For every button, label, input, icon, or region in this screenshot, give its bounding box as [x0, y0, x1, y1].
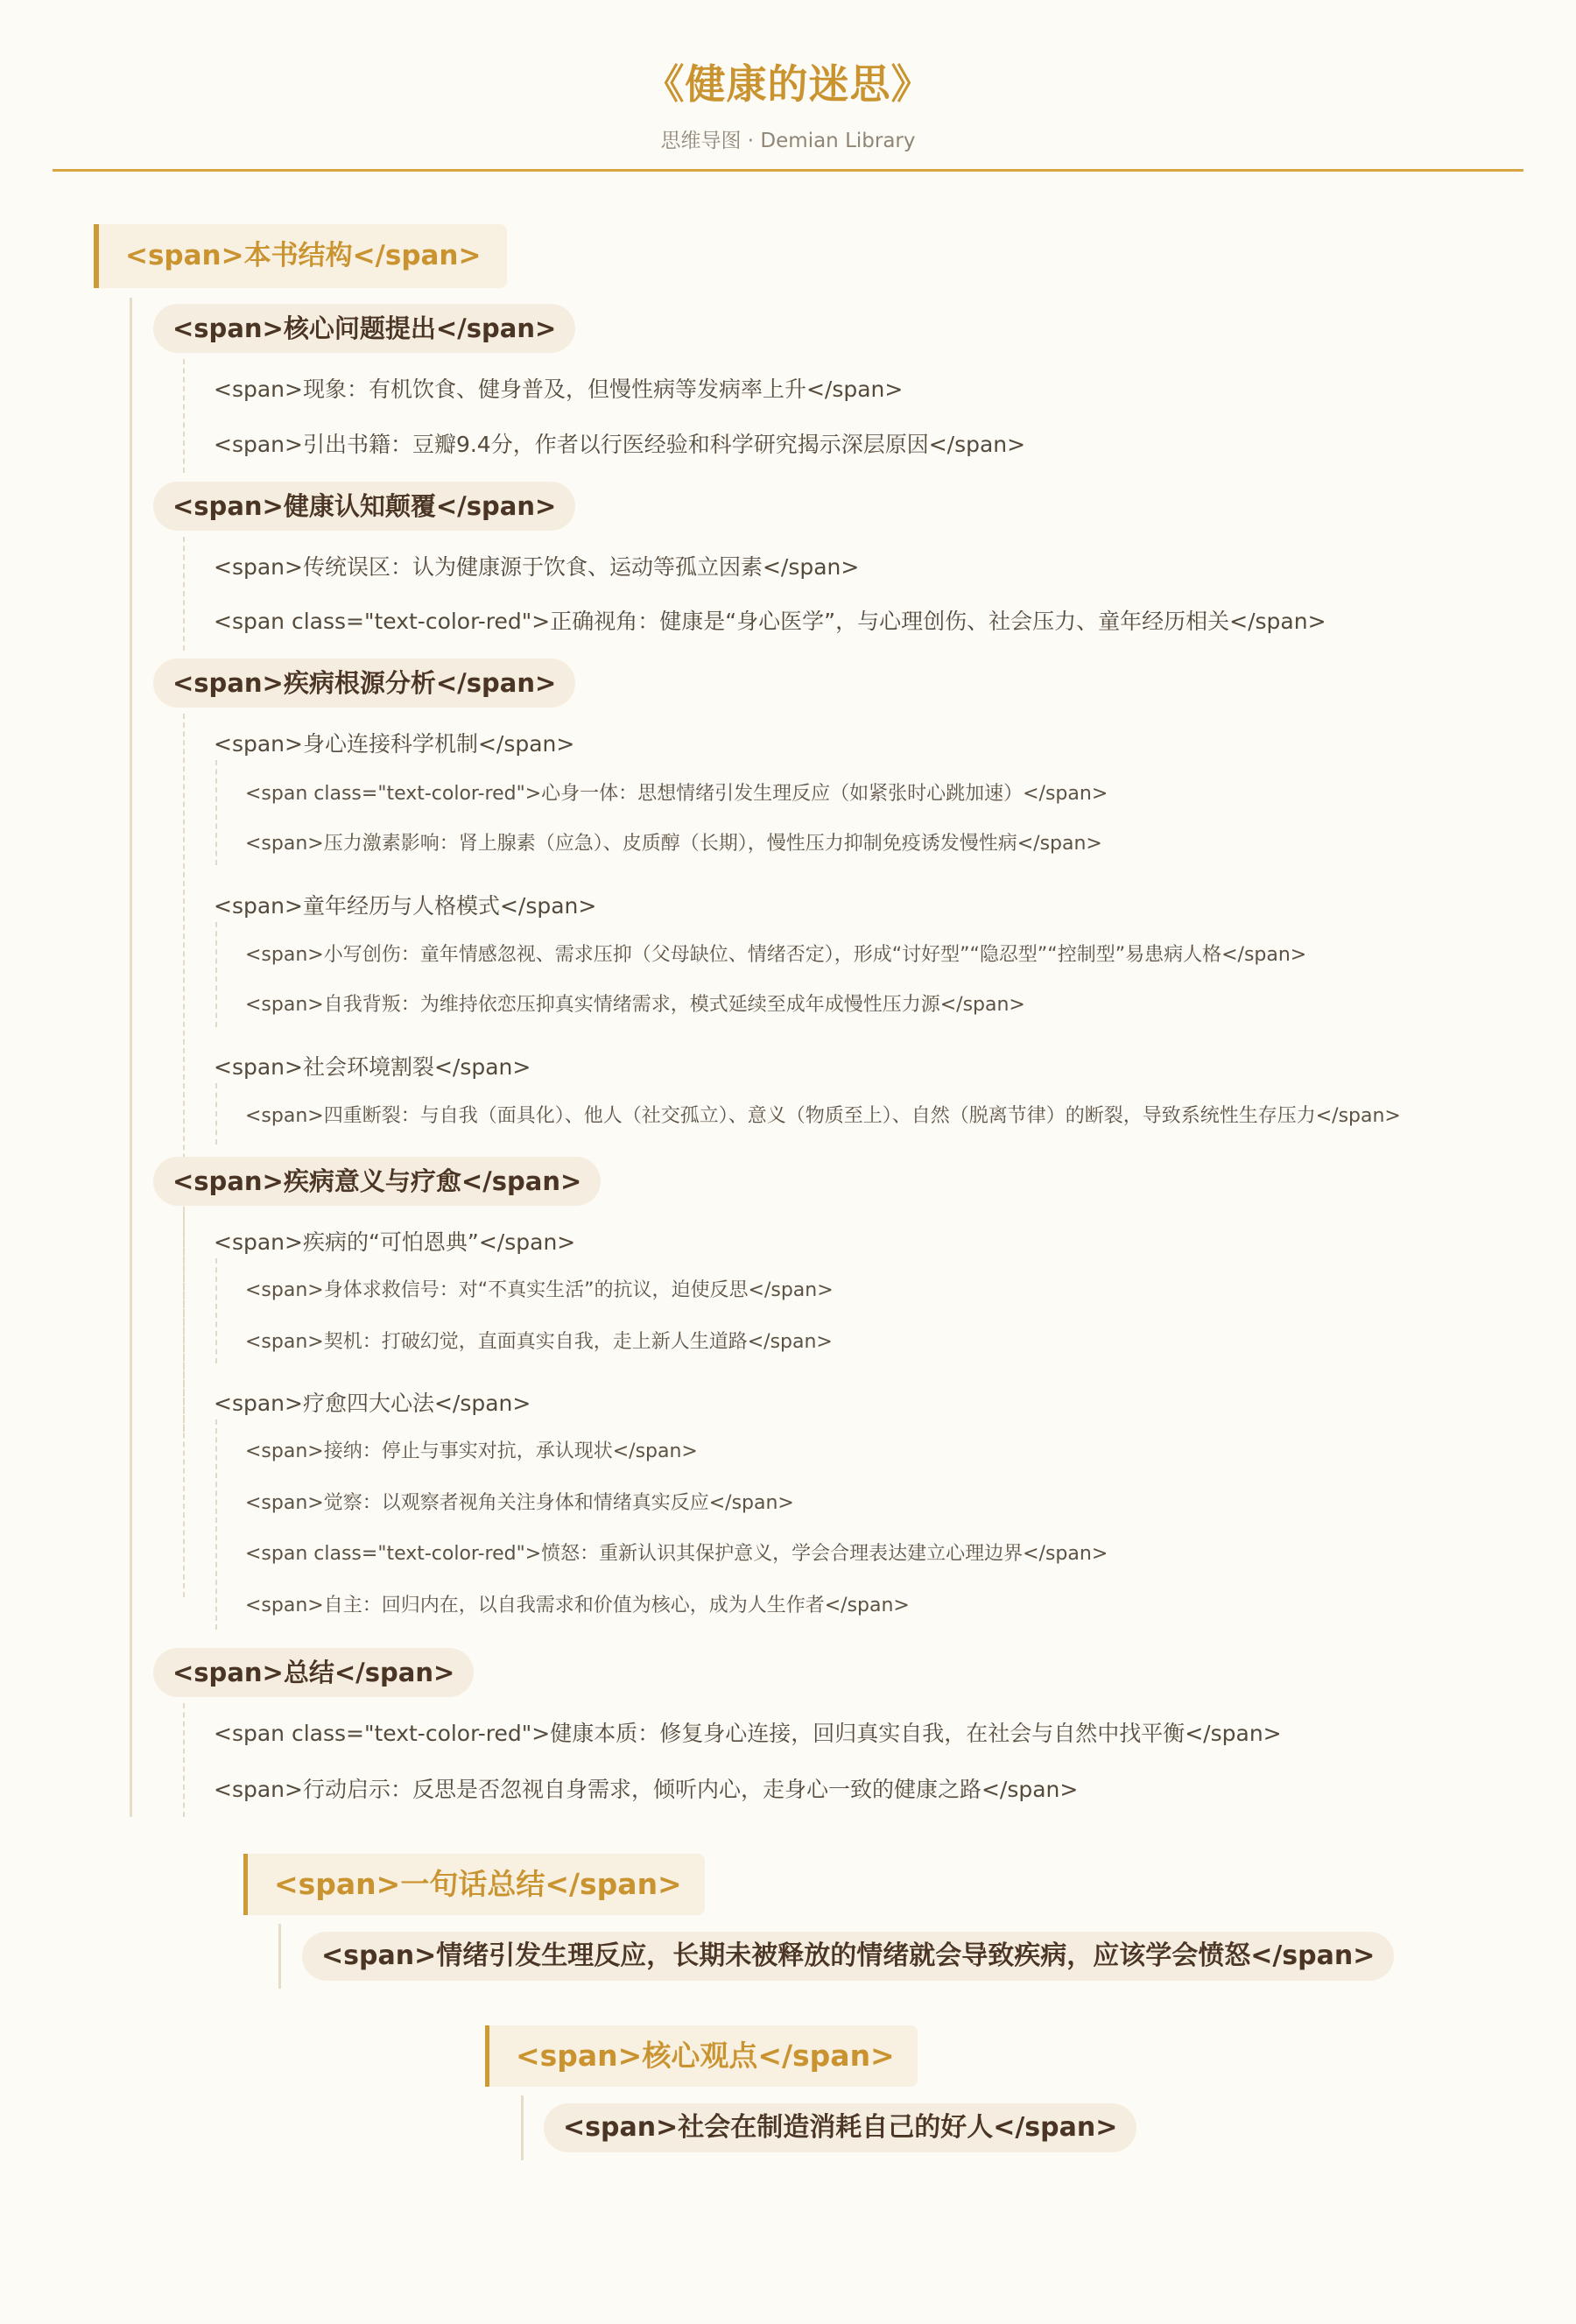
branch-line	[521, 2095, 524, 2160]
list-item: <span>引出书籍：豆瓣9.4分，作者以行医经验和科学研究揭示深层原因</span>	[214, 432, 1026, 457]
branch-line	[183, 1212, 185, 1597]
page-header	[0, 0, 1576, 153]
list-item: <span>压力激素影响：肾上腺素（应急）、皮质醇（长期），慢性压力抑制免疫诱发慢性病</span>	[245, 833, 1102, 855]
branch-line	[215, 922, 217, 1027]
list-item: <span>现象：有机饮食、健身普及，但慢性病等发病率上升</span>	[214, 377, 904, 402]
list-item: <span>社会环境割裂</span>	[214, 1054, 531, 1080]
one-sentence-summary-text: <span>情绪引发生理反应，长期未被释放的情绪就会导致疾病，应该学会愤怒</span>	[302, 1932, 1394, 1981]
list-item: <span>传统误区：认为健康源于饮食、运动等孤立因素</span>	[214, 554, 860, 580]
list-item: <span>疗愈四大心法</span>	[214, 1391, 531, 1416]
list-item: <span>小写创伤：童年情感忽视、需求压抑（父母缺位、情绪否定），形成“讨好型”“隐忍型”“控制型”易患病人格</span>	[245, 944, 1307, 966]
list-item: <span class="text-color-red">健康本质：修复身心连接，回归真实自我，在社会与自然中找平衡</span>	[214, 1721, 1282, 1746]
branch-line	[183, 537, 185, 651]
list-item: <span>自我背叛：为维持依恋压抑真实情绪需求，模式延续至成年成慢性压力源</span>	[245, 994, 1025, 1016]
list-item: <span>接纳：停止与事实对抗，承认现状</span>	[245, 1440, 698, 1462]
branch-line	[215, 1419, 217, 1630]
list-item: <span class="text-color-red">心身一体：思想情绪引发生理反应（如紧张时心跳加速）</span>	[245, 783, 1108, 805]
section-disease-meaning[interactable]: <span>疾病意义与疗愈</span>	[153, 1157, 601, 1206]
section-core-question[interactable]: <span>核心问题提出</span>	[153, 304, 575, 353]
section-health-cognition[interactable]: <span>健康认知颠覆</span>	[153, 482, 575, 531]
page-subtitle: 思维导图 · Demian Library	[660, 130, 916, 152]
core-view-text: <span>社会在制造消耗自己的好人</span>	[544, 2103, 1136, 2152]
page-title: 《健康的迷思》	[644, 60, 932, 108]
list-item: <span class="text-color-red">愤怒：重新认识其保护意义，学会合理表达建立心理边界</span>	[245, 1543, 1108, 1565]
mind-map-tree	[130, 298, 1533, 1817]
branch-line	[215, 1258, 217, 1363]
branch-line	[183, 1703, 185, 1817]
list-item: <span>四重断裂：与自我（面具化）、他人（社交孤立）、意义（物质至上）、自然（脱离节律）的断裂，导致系统性生存压力</span>	[245, 1105, 1401, 1127]
list-item: <span>觉察：以观察者视角关注身体和情绪真实反应</span>	[245, 1492, 794, 1514]
section-disease-roots[interactable]: <span>疾病根源分析</span>	[153, 658, 575, 708]
branch-line	[183, 359, 185, 473]
root-node[interactable]: <span>本书结构</span>	[94, 224, 507, 288]
list-item: <span class="text-color-red">正确视角：健康是“身心医学”，与心理创伤、社会压力、童年经历相关</span>	[214, 609, 1326, 634]
list-item: <span>身心连接科学机制</span>	[214, 731, 575, 757]
list-item: <span>自主：回归内在，以自我需求和价值为核心，成为人生作者</span>	[245, 1595, 910, 1616]
branch-line	[215, 1083, 217, 1144]
list-item: <span>契机：打破幻觉，直面真实自我，走上新人生道路</span>	[245, 1331, 833, 1353]
core-view-tag[interactable]: <span>核心观点</span>	[485, 2025, 918, 2087]
list-item: <span>身体求救信号：对“不真实生活”的抗议，迫使反思</span>	[245, 1279, 834, 1301]
branch-line	[278, 1924, 281, 1989]
one-sentence-summary-tag[interactable]: <span>一句话总结</span>	[243, 1854, 705, 1915]
list-item: <span>童年经历与人格模式</span>	[214, 893, 597, 919]
list-item: <span>疾病的“可怕恩典”</span>	[214, 1229, 576, 1255]
section-summary[interactable]: <span>总结</span>	[153, 1648, 474, 1697]
header-divider	[53, 169, 1523, 172]
branch-line	[215, 760, 217, 865]
list-item: <span>行动启示：反思是否忽视自身需求，倾听内心，走身心一致的健康之路</span>	[214, 1777, 1079, 1802]
